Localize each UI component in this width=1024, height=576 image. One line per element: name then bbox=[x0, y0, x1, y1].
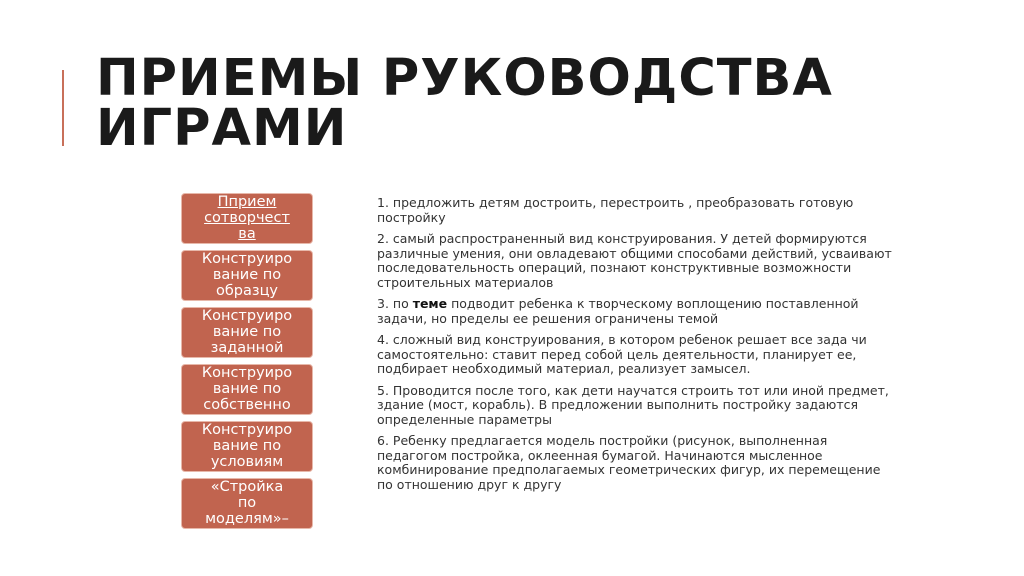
description-item: 1. предложить детям достроить, перестроить , преобразовать готовую постройку bbox=[377, 195, 854, 225]
method-label: Конструиро вание по образцу bbox=[201, 251, 293, 299]
method-label: Конструиро вание по заданной bbox=[201, 308, 293, 356]
method-list bbox=[181, 193, 313, 535]
description-list bbox=[377, 196, 897, 499]
method-box-by-models bbox=[181, 478, 313, 529]
method-box-own-idea bbox=[181, 364, 313, 415]
method-box-by-sample bbox=[181, 250, 313, 301]
method-label: Пприем сотворчест ва bbox=[204, 194, 290, 242]
description-item: 2. самый распространенный вид конструирования. У детей формируются различные умения, они овладевают общими способами действий, усваивают последовательность операций, познают конструктивные возможности строительных материалов bbox=[377, 231, 892, 290]
description-item: 6. Ребенку предлагается модель постройки (рисунок, выполненная педагогом постройка, оклеенная бумагой. Начинаются мысленное комбинирование предполагаемых геометрических фигур, их перемещение по отношению друг к другу bbox=[377, 433, 881, 492]
slide-title: ПРИЕМЫ РУКОВОДСТВА ИГРАМИ bbox=[96, 49, 833, 158]
method-label: Конструиро вание по условиям bbox=[201, 422, 293, 470]
bold-keyword: теме bbox=[412, 296, 448, 311]
description-item: 4. сложный вид конструирования, в котором ребенок решает все зада чи самостоятельно: ставит перед собой цель деятельности, планирует ее, подбирает необходимый материал, реализует замысел. bbox=[377, 332, 867, 376]
method-box-cocreation bbox=[181, 193, 313, 244]
method-label: «Стройка по моделям»– bbox=[205, 479, 289, 527]
accent-line bbox=[62, 70, 64, 146]
description-item: 5. Проводится после того, как дети научатся строить тот или иной предмет, здание (мост, корабль). В предложении выполнить постройку задаются определенные параметры bbox=[377, 382, 889, 427]
method-label: Конструиро вание по собственно bbox=[201, 365, 293, 413]
method-box-by-conditions bbox=[181, 421, 313, 472]
method-box-by-theme bbox=[181, 307, 313, 358]
description-item: 3. по теме подводит ребенка к творческому воплощению поставленной задачи, но пределы ее решения ограничены темой bbox=[377, 296, 859, 326]
